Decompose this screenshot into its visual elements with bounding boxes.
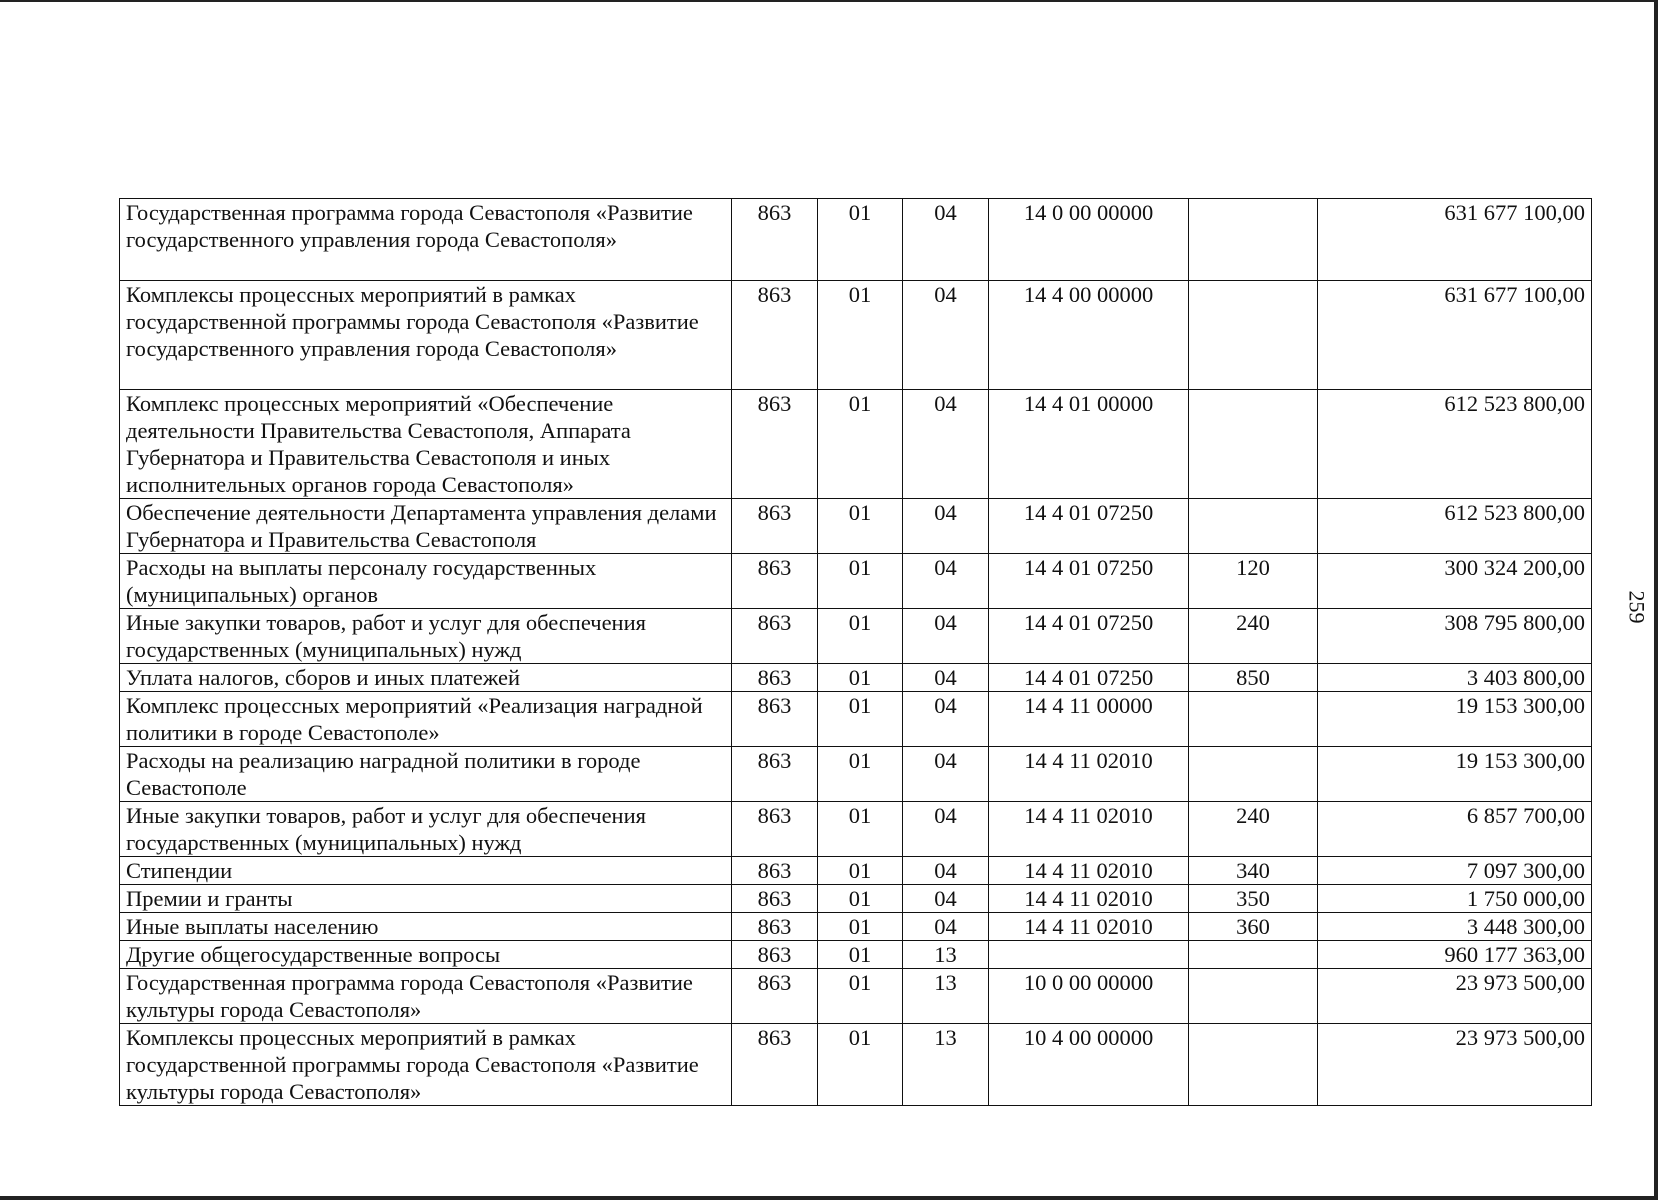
row-pr: 04 [903, 499, 989, 554]
row-vr: 240 [1189, 609, 1318, 664]
row-csr: 10 4 00 00000 [989, 1024, 1189, 1106]
table-row [120, 609, 1592, 664]
row-rz: 01 [818, 692, 903, 747]
budget-table [119, 198, 1592, 1106]
row-pr: 04 [903, 802, 989, 857]
row-csr: 14 4 11 02010 [989, 747, 1189, 802]
row-pr: 04 [903, 554, 989, 609]
row-ved: 863 [732, 969, 818, 1024]
row-vr [1189, 281, 1318, 390]
row-rz: 01 [818, 857, 903, 885]
row-vr [1189, 390, 1318, 499]
row-csr: 14 4 01 00000 [989, 390, 1189, 499]
row-amount: 631 677 100,00 [1318, 281, 1592, 390]
row-amount: 1 750 000,00 [1318, 885, 1592, 913]
row-name: Государственная программа города Севастополя «Развитие культуры города Севастополя» [120, 969, 732, 1024]
row-ved: 863 [732, 857, 818, 885]
row-ved: 863 [732, 747, 818, 802]
row-amount: 6 857 700,00 [1318, 802, 1592, 857]
table-row [120, 554, 1592, 609]
table-row [120, 913, 1592, 941]
row-amount: 631 677 100,00 [1318, 199, 1592, 281]
budget-table-body [120, 199, 1592, 1106]
row-csr: 14 4 01 07250 [989, 664, 1189, 692]
row-ved: 863 [732, 941, 818, 969]
row-amount: 308 795 800,00 [1318, 609, 1592, 664]
row-ved: 863 [732, 692, 818, 747]
row-ved: 863 [732, 199, 818, 281]
row-vr [1189, 1024, 1318, 1106]
row-csr: 14 4 01 07250 [989, 554, 1189, 609]
row-amount: 7 097 300,00 [1318, 857, 1592, 885]
row-vr [1189, 692, 1318, 747]
row-ved: 863 [732, 1024, 818, 1106]
row-rz: 01 [818, 885, 903, 913]
row-vr: 120 [1189, 554, 1318, 609]
row-ved: 863 [732, 390, 818, 499]
row-rz: 01 [818, 802, 903, 857]
row-name: Другие общегосударственные вопросы [120, 941, 732, 969]
row-amount: 23 973 500,00 [1318, 969, 1592, 1024]
row-ved: 863 [732, 499, 818, 554]
row-name: Уплата налогов, сборов и иных платежей [120, 664, 732, 692]
table-row [120, 802, 1592, 857]
row-rz: 01 [818, 969, 903, 1024]
row-amount: 612 523 800,00 [1318, 390, 1592, 499]
row-pr: 04 [903, 913, 989, 941]
row-rz: 01 [818, 664, 903, 692]
row-name: Комплексы процессных мероприятий в рамках государственной программы города Севастополя «Развитие государственного управления города Севастополя» [120, 281, 732, 390]
table-row [120, 199, 1592, 281]
row-name: Государственная программа города Севастополя «Развитие государственного управления города Севастополя» [120, 199, 732, 281]
row-pr: 04 [903, 281, 989, 390]
row-name: Иные закупки товаров, работ и услуг для обеспечения государственных (муниципальных) нужд [120, 802, 732, 857]
row-amount: 612 523 800,00 [1318, 499, 1592, 554]
row-vr [1189, 499, 1318, 554]
row-rz: 01 [818, 1024, 903, 1106]
row-vr [1189, 199, 1318, 281]
row-ved: 863 [732, 281, 818, 390]
row-name: Обеспечение деятельности Департамента управления делами Губернатора и Правительства Севастополя [120, 499, 732, 554]
row-ved: 863 [732, 802, 818, 857]
table-row [120, 664, 1592, 692]
row-csr: 14 4 00 00000 [989, 281, 1189, 390]
row-ved: 863 [732, 554, 818, 609]
row-vr [1189, 747, 1318, 802]
row-amount: 23 973 500,00 [1318, 1024, 1592, 1106]
row-ved: 863 [732, 885, 818, 913]
row-vr: 350 [1189, 885, 1318, 913]
row-name: Иные выплаты населению [120, 913, 732, 941]
row-name: Премии и гранты [120, 885, 732, 913]
row-amount: 3 448 300,00 [1318, 913, 1592, 941]
row-amount: 960 177 363,00 [1318, 941, 1592, 969]
row-vr: 240 [1189, 802, 1318, 857]
row-csr: 14 4 01 07250 [989, 499, 1189, 554]
row-pr: 13 [903, 1024, 989, 1106]
page-number: 259 [1624, 590, 1650, 624]
row-rz: 01 [818, 554, 903, 609]
row-pr: 04 [903, 199, 989, 281]
table-row [120, 499, 1592, 554]
row-name: Расходы на реализацию наградной политики в городе Севастополе [120, 747, 732, 802]
row-csr: 14 4 11 00000 [989, 692, 1189, 747]
row-name: Комплексы процессных мероприятий в рамках государственной программы города Севастополя «Развитие культуры города Севастополя» [120, 1024, 732, 1106]
row-amount: 300 324 200,00 [1318, 554, 1592, 609]
row-rz: 01 [818, 609, 903, 664]
row-pr: 04 [903, 390, 989, 499]
table-row [120, 885, 1592, 913]
row-csr: 14 4 11 02010 [989, 857, 1189, 885]
row-pr: 04 [903, 692, 989, 747]
row-pr: 04 [903, 747, 989, 802]
row-amount: 19 153 300,00 [1318, 747, 1592, 802]
row-csr: 14 4 11 02010 [989, 913, 1189, 941]
row-rz: 01 [818, 281, 903, 390]
row-csr: 14 4 01 07250 [989, 609, 1189, 664]
row-csr: 14 4 11 02010 [989, 802, 1189, 857]
row-rz: 01 [818, 913, 903, 941]
row-pr: 13 [903, 969, 989, 1024]
row-csr [989, 941, 1189, 969]
row-pr: 04 [903, 885, 989, 913]
row-amount: 3 403 800,00 [1318, 664, 1592, 692]
row-ved: 863 [732, 609, 818, 664]
row-ved: 863 [732, 913, 818, 941]
row-name: Стипендии [120, 857, 732, 885]
table-row [120, 747, 1592, 802]
row-name: Иные закупки товаров, работ и услуг для обеспечения государственных (муниципальных) нужд [120, 609, 732, 664]
table-row [120, 941, 1592, 969]
table-row [120, 969, 1592, 1024]
table-row [120, 692, 1592, 747]
row-csr: 14 0 00 00000 [989, 199, 1189, 281]
row-name: Расходы на выплаты персоналу государственных (муниципальных) органов [120, 554, 732, 609]
row-rz: 01 [818, 499, 903, 554]
row-vr: 850 [1189, 664, 1318, 692]
row-name: Комплекс процессных мероприятий «Обеспечение деятельности Правительства Севастополя, Аппарата Губернатора и Правительства Севастополя и иных исполнительных органов города Севастополя» [120, 390, 732, 499]
row-amount: 19 153 300,00 [1318, 692, 1592, 747]
row-vr [1189, 969, 1318, 1024]
row-vr: 360 [1189, 913, 1318, 941]
row-pr: 04 [903, 609, 989, 664]
table-row [120, 281, 1592, 390]
row-vr [1189, 941, 1318, 969]
row-csr: 10 0 00 00000 [989, 969, 1189, 1024]
row-pr: 04 [903, 664, 989, 692]
row-rz: 01 [818, 390, 903, 499]
row-pr: 04 [903, 857, 989, 885]
row-csr: 14 4 11 02010 [989, 885, 1189, 913]
row-ved: 863 [732, 664, 818, 692]
row-rz: 01 [818, 941, 903, 969]
row-rz: 01 [818, 747, 903, 802]
row-pr: 13 [903, 941, 989, 969]
page-bottom-edge [0, 1196, 1658, 1200]
row-name: Комплекс процессных мероприятий «Реализация наградной политики в городе Севастополе» [120, 692, 732, 747]
page-right-edge [1654, 0, 1658, 1200]
row-rz: 01 [818, 199, 903, 281]
table-row [120, 390, 1592, 499]
page-top-edge [0, 0, 1658, 2]
table-row [120, 857, 1592, 885]
table-row [120, 1024, 1592, 1106]
row-vr: 340 [1189, 857, 1318, 885]
